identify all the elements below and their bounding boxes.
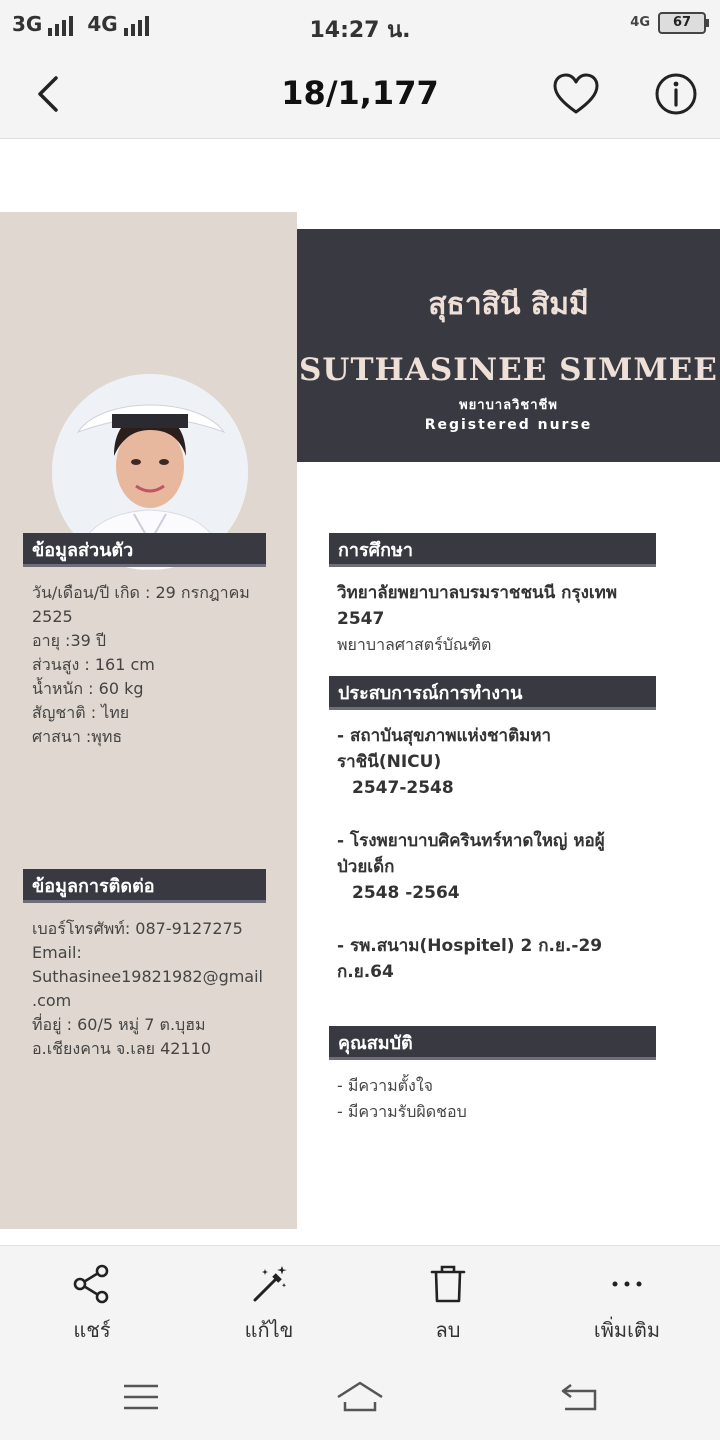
- role-english: Registered nurse: [424, 417, 593, 433]
- info-icon[interactable]: [654, 72, 698, 116]
- qualities-list: [337, 1073, 467, 1125]
- name-thai: สุธาสินี สิมมี: [428, 287, 589, 322]
- heart-icon[interactable]: [552, 72, 600, 116]
- personal-info-text: วัน/เดือน/ปี เกิด : 29 กรกฎาคม 2525 อายุ :39 ปี ส่วนสูง : 161 cm น้ำหนัก : 60 kg สัญชาติ : ไทย ศาสนา :พุทธ: [32, 583, 250, 746]
- share-icon: [72, 1264, 112, 1304]
- delete-button[interactable]: ลบ: [388, 1264, 508, 1346]
- experience-item: - รพ.สนาม(Hospitel) 2 ก.ย.-29 ก.ย.64: [337, 936, 603, 982]
- personal-info-heading: ข้อมูลส่วนตัว: [23, 533, 266, 567]
- signal-4g: 4G: [87, 12, 148, 36]
- experience-list: [337, 723, 605, 985]
- share-button[interactable]: แชร์: [32, 1264, 152, 1346]
- battery-icon: 67: [658, 12, 706, 34]
- quality-item: - มีความตั้งใจ: [337, 1076, 434, 1095]
- experience-item: - สถาบันสุขภาพแห่งชาติมหา ราชินี(NICU) 2547-2548: [337, 726, 552, 798]
- more-dots-icon: [607, 1264, 647, 1304]
- back-icon[interactable]: [555, 1377, 605, 1417]
- education-text: วิทยาลัยพยาบาลบรมราชชนนี กรุงเทพ 2547 พยาบาลศาสตร์บัณฑิต: [337, 583, 618, 654]
- contact-info-heading: ข้อมูลการติดต่อ: [23, 869, 266, 903]
- role-thai: พยาบาลวิชาชีพ: [459, 398, 558, 413]
- experience-item: - โรงพยาบาบศิครินทร์หาดใหญ่ หอผู้ ป่วยเด็ก 2548 -2564: [337, 831, 605, 903]
- name-banner: [297, 229, 720, 462]
- quality-item: - มีความรับผิดชอบ: [337, 1102, 467, 1121]
- signal-3g: 3G: [12, 12, 73, 36]
- name-english: SUTHASINEE SIMMEE: [299, 352, 718, 388]
- experience-heading: ประสบการณ์การทำงาน: [329, 676, 656, 710]
- status-time: 14:27 น.: [309, 18, 411, 43]
- resume-image[interactable]: [0, 139, 720, 1245]
- menu-icon[interactable]: [116, 1377, 166, 1417]
- system-nav-bar: [0, 1355, 720, 1440]
- trash-icon: [428, 1264, 468, 1304]
- qualities-heading: คุณสมบัติ: [329, 1026, 656, 1060]
- more-button[interactable]: เพิ่มเติม: [567, 1264, 687, 1346]
- bottom-toolbar: [0, 1245, 720, 1356]
- viewer-header: [0, 50, 720, 139]
- image-counter: 18/1,177: [281, 74, 439, 112]
- magic-wand-icon: [249, 1264, 289, 1304]
- education-heading: การศึกษา: [329, 533, 656, 567]
- status-bar: [0, 0, 720, 50]
- home-icon[interactable]: [335, 1377, 385, 1417]
- contact-info-text: เบอร์โทรศัพท์: 087-9127275 Email: Suthasinee19821982@gmail .com ที่อยู่ : 60/5 หมู่ 7 ต.บุฮม อ.เชียงคาน จ.เลย 42110: [32, 919, 263, 1058]
- edit-button[interactable]: แก้ไข: [209, 1264, 329, 1346]
- network-4g-indicator: 4G: [630, 15, 650, 30]
